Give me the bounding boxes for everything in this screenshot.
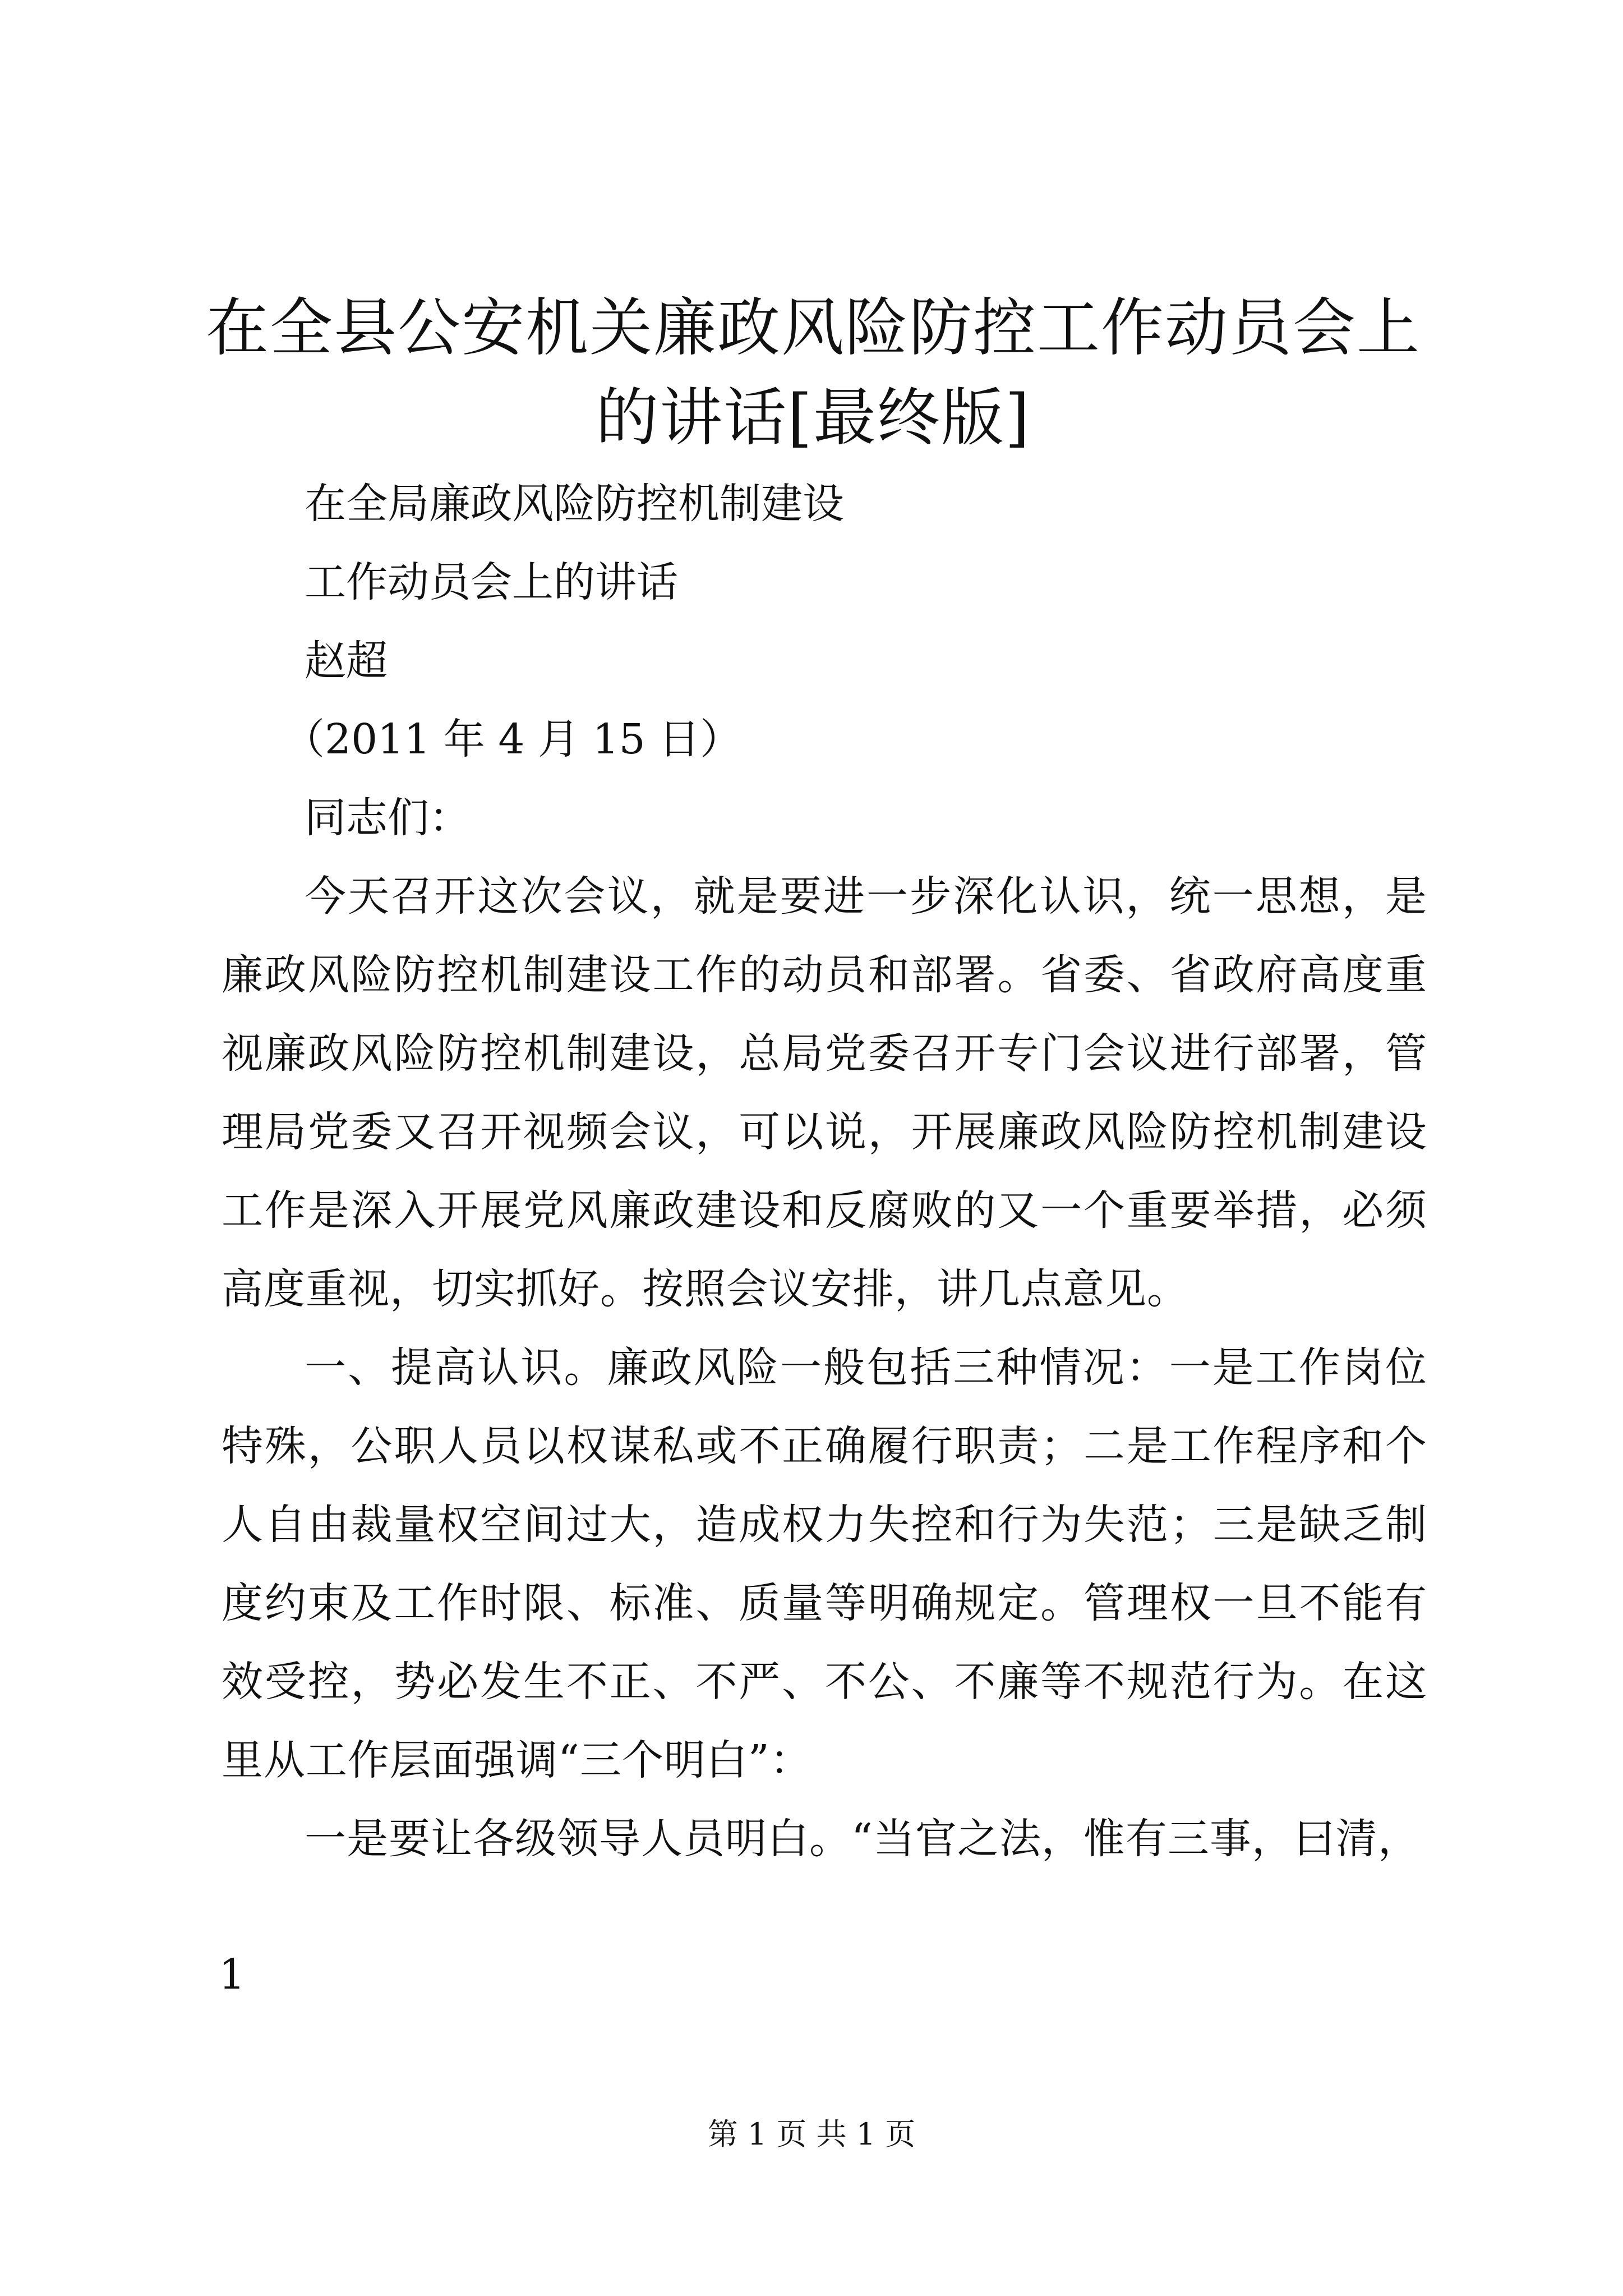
paragraph-leaders: 一是要让各级领导人员明白。“当官之法，惟有三事，曰清， bbox=[305, 1815, 1420, 1863]
document-body bbox=[222, 464, 1427, 1878]
paragraph-intro: 今天召开这次会议，就是要进一步深化认识，统一思想，是廉政风险防控机制建设工作的动员和部署。省委、省政府高度重视廉政风险防控机制建设，总局党委召开专门会议进行部署，管理局党委又召开视频会议，可以说，开展廉政风险防控机制建设工作是深入开展党风廉政建设和反腐败的又一个重要举措，必须高度重视，切实抓好。按照会议安排，讲几点意见。 bbox=[222, 872, 1427, 1313]
subtitle-line-1: 在全局廉政风险防控机制建设 bbox=[305, 480, 844, 528]
page-footer: 第 1 页 共 1 页 bbox=[707, 2116, 916, 2152]
date-line: （2011 年 4 月 15 日） bbox=[283, 715, 742, 763]
author-line: 赵超 bbox=[305, 637, 388, 685]
inline-page-number: 1 bbox=[219, 1950, 246, 1999]
document-title: 在全县公安机关廉政风险防控工作动员会上的讲话[最终版] bbox=[206, 292, 1421, 454]
paragraph-section-one: 一、提高认识。廉政风险一般包括三种情况：一是工作岗位特殊，公职人员以权谋私或不正确履行职责；二是工作程序和个人自由裁量权空间过大，造成权力失控和行为失范；三是缺乏制度约束及工作时限、标准、质量等明确规定。管理权一旦不能有效受控，势必发生不正、不严、不公、不廉等不规范行为。在这里从工作层面强调“三个明白”： bbox=[222, 1343, 1427, 1784]
subtitle-line-2: 工作动员会上的讲话 bbox=[305, 558, 678, 606]
salutation-line: 同志们： bbox=[305, 794, 471, 842]
